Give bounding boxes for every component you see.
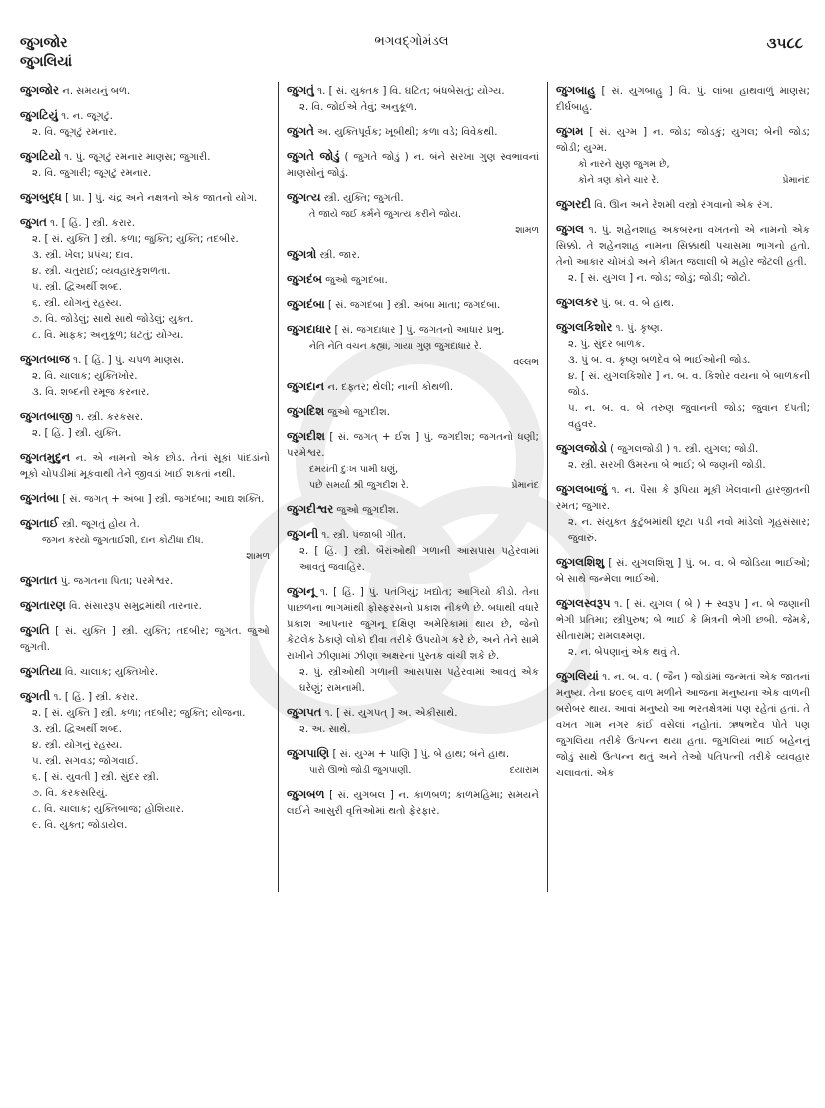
definition-text: ૧. સ્ત્રી. કરકસર. [75,412,144,423]
definition-text: પું. બ. વ. બે હાથ. [601,298,675,309]
sense-definition: ૨. પું. સુંદર બાળક. [568,339,646,350]
definition-text: સ્ત્રી. યુક્તિ; જુગતી. [323,193,404,204]
definition-text: [ સં. યુગલશિશુ ] પું. બ. વ. બે જોડિયા ભાઈઓ; બે સાથે જન્મેલા ભાઈઓ. [556,558,810,585]
dictionary-entry [556,554,810,588]
headword: જુગપાણિ [287,746,330,760]
definition-text: ૧. ન. પૈસા કે રૂપિયા મૂકી ખેલવાની હારજીતની રમત; જુગાર. [556,485,810,512]
definition-text: ૧. [ સં. યુક્તક ] વિ. ઘટિત; બંધબેસતું; યોગ્ય. [317,86,505,97]
citation-author: શામળ [246,551,270,562]
definition-text: [ સં. જગદંબા ] સ્ત્રી. અંબા માતા; જગદંબા. [328,300,501,311]
definition-text: [ સં. જગત્ + ઈશ ] પું. જગદીશ; જગતનો ધણી; પરમેશ્વર. [287,432,539,459]
dictionary-entry [556,123,810,189]
definition-text: [ સં. યુગબાહુ ] વિ. પું. લાંબા હાથવાળું માણસ; દીર્ઘબાહુ. [556,86,810,113]
definition-text: ન. સમયનું બળ. [62,86,131,97]
entry-definition [287,82,539,100]
sense-definition: ૬. [ સં. યુવતી ] સ્ત્રી. સુંદર સ્ત્રી. [32,772,159,783]
definition-text: [ સં. જગદાધાર ] પું. જગતનો આધાર પ્રભુ. [334,325,505,336]
sense-definition: ૬. સ્ત્રી. યોગનું રહસ્ય. [32,298,122,309]
headword: જુગલશિશુ [556,555,605,569]
headword: જુગતું [287,83,314,97]
headword: જુગબળ [287,787,325,801]
entry-definition [20,449,270,483]
dictionary-entry [20,82,270,100]
entry-definition [287,745,539,763]
entry-definition [20,107,270,125]
citation-quote: તે જાયે જઈ કર્મને જુગત્ય કરીને જોય. [309,209,462,220]
entry-definition [556,481,810,515]
definition-text: ૧. [ સં. યુગપત્ ] અ. એકીસાથે. [324,708,458,719]
headword: જુગદાન [287,379,325,393]
entry-definition [20,663,270,681]
dictionary-entry [20,148,270,182]
definition-text: ૧. પું. શહેનશાહ અકબરના વખતનો એ નામનો એક સિક્કો. તે શહેનશાહ નામના સિક્કાથી પચાસમા ભાગનો હતો. તેનો આકાર ચોખંડો અને કીમત જલાલી બે મહોર જેટલી હતી. [556,225,810,268]
sense-definition: ૨. ન. સંયુક્ત કુટુંબમાંથી છૂટા પડી નવો માંડેલો ગૃહસંસાર; જુવારું. [568,517,810,544]
headword: જુગતમુદુન [20,450,71,464]
sense-definition: ૫. સ્ત્રી. દ્વિઅર્થી શબ્દ. [32,282,122,293]
dictionary-entry [20,214,270,344]
definition-text: ૧. [ હિં. ] પું. ચપળ માણસ. [73,355,185,366]
definition-text: [ સં. યુક્તિ ] સ્ત્રી. યુક્તિ; તદબીર; જુગત. જુઓ જુગતી. [20,626,270,653]
headword: જુગતંબા [20,491,59,505]
dictionary-entry [20,351,270,401]
definition-text: અ. યુક્તિપૂર્વક; ખૂબીથી; કળા વડે; વિવેકથી. [317,127,498,138]
headword: જુગતે [287,124,314,138]
dictionary-entry [556,294,810,312]
guide-word-first: જુગજોર [20,35,68,51]
citation-line [556,173,810,189]
book-title: ભગવદ્ગોમંડલ [374,34,449,49]
entry-definition [287,501,539,519]
sense-definition: ૩. સ્ત્રી. ખેલ; પ્રપંચ; દાવ. [32,250,134,261]
entry-definition [287,271,539,289]
headword: જુગમ [556,124,584,138]
headword: જુગજોર [20,83,59,97]
entry-definition [20,515,270,533]
headword: જુગતબાજ [20,352,70,366]
entry-definition [556,440,810,458]
dictionary-entry [20,408,270,442]
headword: જુગદીશ્વર [287,502,334,516]
sense-definition: ૨. પું. સ્ત્રીઓથી ગળાની આસપાસ પહેરવામાં આવતું એક ઘરેણું; રામનામી. [299,667,539,694]
headword: જુગલિયાં [556,669,599,683]
dictionary-entry [556,440,810,474]
sense-definition: ૩. પું બ. વ. કૃષ્ણ બળદેવ બે ભાઈઓની જોડ. [568,355,751,366]
definition-text: જુઓ જુગદંબા. [325,275,388,286]
entry-definition [287,123,539,141]
dictionary-entry [20,663,270,681]
definition-text: સ્ત્રી. જાર. [319,250,361,261]
dictionary-entry [556,196,810,214]
sense-definition: ૪. સ્ત્રી. ચતુરાઈ; વ્યવહારકુશળતા. [32,266,171,277]
column-2 [278,82,548,892]
dictionary-columns [20,82,810,1092]
definition-text: [ સં. યુગ્મ + પાણિ ] પું. બે હાથ; બંને હાથ. [332,749,510,760]
entry-definition [287,246,539,264]
entry-definition [556,668,810,782]
headword: જુગદંબા [287,297,325,311]
headword: જુગટિયું [20,108,58,122]
headword: જુગતિયા [20,664,62,678]
entry-definition [287,403,539,421]
column-1 [20,82,278,1092]
dictionary-entry [287,526,539,576]
definition-text: પું. જગતના પિતા; પરમેશ્વર. [60,576,174,587]
dictionary-entry [556,595,810,661]
citation-quote: પારો ઊભો જોડી જુગપાણી. [309,765,412,776]
sense-definition: ૨. વિ. જુગારી; જૂગટું રમનાર. [32,168,152,179]
headword: જુગરદી [556,197,591,211]
entry-definition [556,294,810,312]
dictionary-entry [20,622,270,656]
definition-text: ૧. ન. જૂગટું. [61,111,114,122]
definition-text: વિ. ઊન અને રેશમી વસ્ત્રો રંગવાનો એક રંગ. [594,200,773,211]
definition-text: ૧. ન. બ. વ. ( જૈન ) જોડાંમાં જન્મતાં એક જાતનાં મનુષ્ય. તેના ૪૦૯૬ વાળ મળીને આજના મનુષ્યના એક વાળની બરોબર થાય. આવાં મનુષ્યો આ ભરતક્ષેત્રમાં પણ રહેતાં હતાં. તે વખત ગામ નગર કાંઈ વસેલાં નહોતાં. ઋષભદેવ પોતે પણ જુગલિયા તરીકે ઉત્પન્ન થયા હતા. જુગલિયાં ભાઈ બહેનનું જોડું સાથે ઉત્પન્ન થતું અને તેઓ પતિપત્ની તરીકે વ્યવહાર ચલાવતાં. એક [556,672,810,779]
sense-definition: ૪. [ સં. યુગલકિશોર ] ન. બ. વ. કિશોર વયના બે બાળકની જોડ. [568,371,810,398]
entry-definition [20,148,270,166]
definition-text: ન. એ નામનો એક છોડ. તેનાં સૂકાં પાંદડાંનો ભૂકો ચોપડીમાં મૂકવાથી તેને જીવડાં ખાઈ શકતાં નથી. [20,453,270,480]
sense-definition: ૭. વિ. જોડેલું; સાથે સાથે જોડેલું; યુક્ત. [32,314,194,325]
dictionary-entry [20,515,270,565]
dictionary-entry [556,221,810,287]
entry-definition [556,196,810,214]
citation-quote: કો નારને સુણ જુગમ છે, [578,159,670,170]
dictionary-entry [556,82,810,116]
sense-definition: ૨. [ સં. યુક્તિ ] સ્ત્રી. કળા; તદબીર; જુક્તિ; યોજના. [32,708,246,719]
headword: જુગની [287,527,319,541]
entry-definition [20,189,270,207]
dictionary-entry [287,123,539,141]
citation-quote: જગન કરયો જુગતાઈશી, દાન કોટીધા દીધ. [42,535,204,546]
sense-definition: ૪. સ્ત્રી. યોગનું રહસ્ય. [32,740,123,751]
dictionary-entry [287,378,539,396]
headword: જુગત્ય [287,190,321,204]
definition-text: ૧. સ્ત્રી. પંજાબી ગીત. [321,530,407,541]
headword: જુગદાધાર [287,322,332,336]
headword: જુગલજોડો [556,441,607,455]
entry-definition [287,148,539,182]
entry-definition [20,214,270,232]
citation-line [287,763,539,779]
sense-definition: ૫. સ્ત્રી. સગવડ; જોગવાઈ. [32,756,139,767]
definition-text: ૧. પું. કૃષ્ણ. [615,323,663,334]
headword: જુગનૂ [287,584,315,598]
definition-text: [ સં. યુગ્મ ] ન. જોડ; જોડકું; યુગલ; બેની જોડ; જોડી; યુગ્મ. [556,127,810,154]
headword: જુગતે જોડું [287,149,340,163]
entry-definition [20,572,270,590]
dictionary-entry [287,501,539,519]
sense-definition: ૩. વિ. શબ્દની રમૂજ કરનાર. [32,387,150,398]
headword: જુગલકર [556,295,599,309]
headword: જુગલબાજું [556,482,607,496]
entry-definition [20,622,270,656]
definition-text: ન. દફ્તર; થેલી; નાની કોથળી. [327,382,454,393]
entry-definition [287,583,539,665]
sense-definition: ૨. વિ. ચાલાક; યુક્તિખોર. [32,371,138,382]
dictionary-entry [20,490,270,508]
sense-definition: ૨. અ. સાથે. [299,724,351,735]
sense-definition: ૮. વિ. માફક; અનુકૂળ; ઘટતું; યોગ્ય. [32,330,184,341]
sense-definition: ૨. વિ. જૂગટું રમનાર. [32,127,117,138]
dictionary-entry [287,321,539,371]
citation-quote: કોને ત્રણ કોને ચાર રે. [578,175,660,186]
citation-line [287,478,539,494]
entry-definition [287,704,539,722]
sense-definition: ૨. વિ. જોઈએ તેવું; અનુકૂળ. [299,102,418,113]
headword: જુગપત [287,705,322,719]
sense-definition: ૨. [ સં. યુક્તિ ] સ્ત્રી. કળા; જુક્તિ; યુક્તિ; તદબીર. [32,234,239,245]
dictionary-entry [556,319,810,433]
dictionary-entry [20,572,270,590]
definition-text: ૧. પું. જૂગટું રમનાર માણસ; જુગારી. [64,152,211,163]
headword: જુગત [20,215,47,229]
entry-definition [20,490,270,508]
dictionary-entry [287,189,539,239]
headword: જુગતબાજી [20,409,73,423]
headword: જુગટિયો [20,149,61,163]
dictionary-entry [287,82,539,116]
definition-text: [ સં. જગત્ + અંબા ] સ્ત્રી. જગદંબા; આદ્ય શક્તિ. [62,494,265,505]
headword: જુગદંબ [287,272,322,286]
dictionary-entry [20,597,270,615]
definition-text: ૧. [ હિં. ] સ્ત્રી. કરાર. [50,218,135,229]
entry-definition [556,123,810,157]
entry-definition [20,351,270,369]
definition-text: જુઓ જુગદીશ. [327,407,391,418]
headword: જુગતાત [20,573,58,587]
entry-definition [287,428,539,462]
sense-definition: ૨. [ હિં. ] સ્ત્રી. બૈરાંઓથી ગળાની આસપાસ પહેરવામાં આવતું જવાહિર. [299,546,539,573]
headword: જુગતિ [20,623,50,637]
citation-quote: દમયંતી દુઃખ પામી ઘણું, [309,464,399,475]
definition-text: [ પ્રા. ] પું. ચંદ્ર અને નક્ષત્રનો એક જાતનો યોગ. [65,193,258,204]
entry-definition [287,786,539,820]
column-3 [548,82,810,1092]
definition-text: વિ. ચાલાક; યુક્તિખોર. [64,667,159,678]
entry-definition [20,408,270,426]
citation-author: વલ્લભ [513,357,539,368]
headword: જુગદિશ [287,404,325,418]
dictionary-entry [287,428,539,494]
sense-definition: ૫. ન. બ. વ. બે તરુણ જુવાનની જોડ; જુવાન દંપતી; વહુવર. [568,403,810,430]
headword: જુગતાઈ [20,516,59,530]
dictionary-entry [287,246,539,264]
headword: જુગદીશ [287,429,325,443]
definition-text: ૧. [ સં. યુગલ ( બે ) + સ્વરૂપ ] ન. બે જણાની ભેગી પ્રતિમા; સ્ત્રીપુરુષ; બે ભાઈ કે મિત્રની ભેગી છબી. જેમકે, સીતારામ; રામલક્ષ્મણ. [556,599,810,642]
entry-definition [556,221,810,271]
headword: જુગબુદ્ધ [20,190,62,204]
sense-definition: ૭. વિ. કરકસરિયું. [32,788,108,799]
sense-definition: ૨. સ્ત્રી. સરખી ઉમરના બે ભાઈ; બે જણની જોડી. [568,460,766,471]
sense-definition: ૨. [ સં. યુગલ ] ન. જોડ; જોડું; જોડી; જોટો. [568,273,751,284]
citation-author: દયારામ [509,765,539,776]
page-number: ૩૫૮૮ [766,34,803,52]
citation-author: પ્રેમાનંદ [782,175,810,186]
dictionary-entry [287,786,539,820]
dictionary-entry [287,296,539,314]
definition-text: [ સં. યુગબલ ] ન. કાળબળ; કાળમહિમા; સમયને લઈને આસુરી વૃત્તિઓમાં થતો ફેરફાર. [287,790,539,817]
citation-quote: પછે સમર્યા શ્રી જુગદીશ રે. [309,480,409,491]
definition-text: સ્ત્રી. જૂગતું હોય તે. [61,519,140,530]
headword: જુગલકિશોર [556,320,613,334]
sense-definition: ૮. વિ. ચાલાક; યુક્તિબાજ; હોશિયાર. [32,804,185,815]
sense-definition: ૯. વિ. યુક્ત; જોડાયેલ. [32,820,128,831]
dictionary-entry [556,668,810,782]
sense-definition: ૨. [ હિં. ] સ્ત્રી. યુક્તિ. [32,428,122,439]
definition-text: વિ. સંસારરૂપ સમુદ્રમાંથી તારનાર. [68,601,202,612]
sense-definition: ૨. ન. બેપણાનું એક થવું તે. [568,647,681,658]
entry-definition [287,321,539,339]
entry-definition [556,595,810,645]
definition-text: ૧. [ હિં. ] સ્ત્રી. કરાર. [53,692,139,703]
definition-text: જુઓ જુગદીશ. [336,505,400,516]
entry-definition [287,378,539,396]
dictionary-entry [20,449,270,483]
entry-definition [287,296,539,314]
headword: જુગતી [20,689,51,703]
entry-definition [556,319,810,337]
entry-definition [556,82,810,116]
dictionary-entry [20,189,270,207]
headword: જુગબાહુ [556,83,596,97]
headword: જુગલસ્વરૂપ [556,596,611,610]
entry-definition [556,554,810,588]
dictionary-entry [287,745,539,779]
headword: જુગલ [556,222,584,236]
dictionary-entry [287,583,539,697]
dictionary-entry [287,271,539,289]
dictionary-entry [287,148,539,182]
entry-definition [287,189,539,207]
citation-author: શામળ [515,225,539,236]
definition-text: ( જુગતે જોડું ) ન. બંને સરખા ગુણ સ્વભાવનાં માણસોનું જોડું. [287,152,539,179]
dictionary-entry [556,481,810,547]
dictionary-entry [20,107,270,141]
citation-quote: નેતિ નેતિ વચન કહ્યા, ગાયા ગુણ જુગદાધાર રે. [309,341,482,352]
citation-author: પ્રેમાનંદ [511,480,539,491]
dictionary-entry [287,704,539,738]
guide-word-last: જુગલિયાં [20,54,73,70]
entry-definition [287,526,539,544]
definition-text: ( જુગલજોડી ) ૧. સ્ત્રી. યુગલ; જોડી. [610,444,759,455]
definition-text: ૧. [ હિં. ] પું. પતંગિયું; ખદ્યોત; આગિયો કીડો. તેના પાછળના ભાગમાંથી ફોસ્ફરસનો પ્રકાશ નીકળે છે. બધાથી વધારે પ્રકાશ આપનાર જુગનૂ દક્ષિણ અમેરિકામાં થાય છે, જેનો કેટલેક ઠેકાણે લોકો દીવા તરીકે ઉપયોગ કરે છે, અને તેને સામે રાખીને ઝીણામાં ઝીણા અક્ષરનાં પુસ્તક વાંચી શકે છે. [287,587,539,662]
headword: જુગતારણ [20,598,66,612]
dictionary-entry [20,688,270,834]
entry-definition [20,597,270,615]
headword: જુગત્રો [287,247,317,261]
dictionary-entry [287,403,539,421]
sense-definition: ૩. સ્ત્રી. દ્વિઅર્થી શબ્દ. [32,724,123,735]
entry-definition [20,82,270,100]
page-header [20,34,803,74]
entry-definition [20,688,270,706]
